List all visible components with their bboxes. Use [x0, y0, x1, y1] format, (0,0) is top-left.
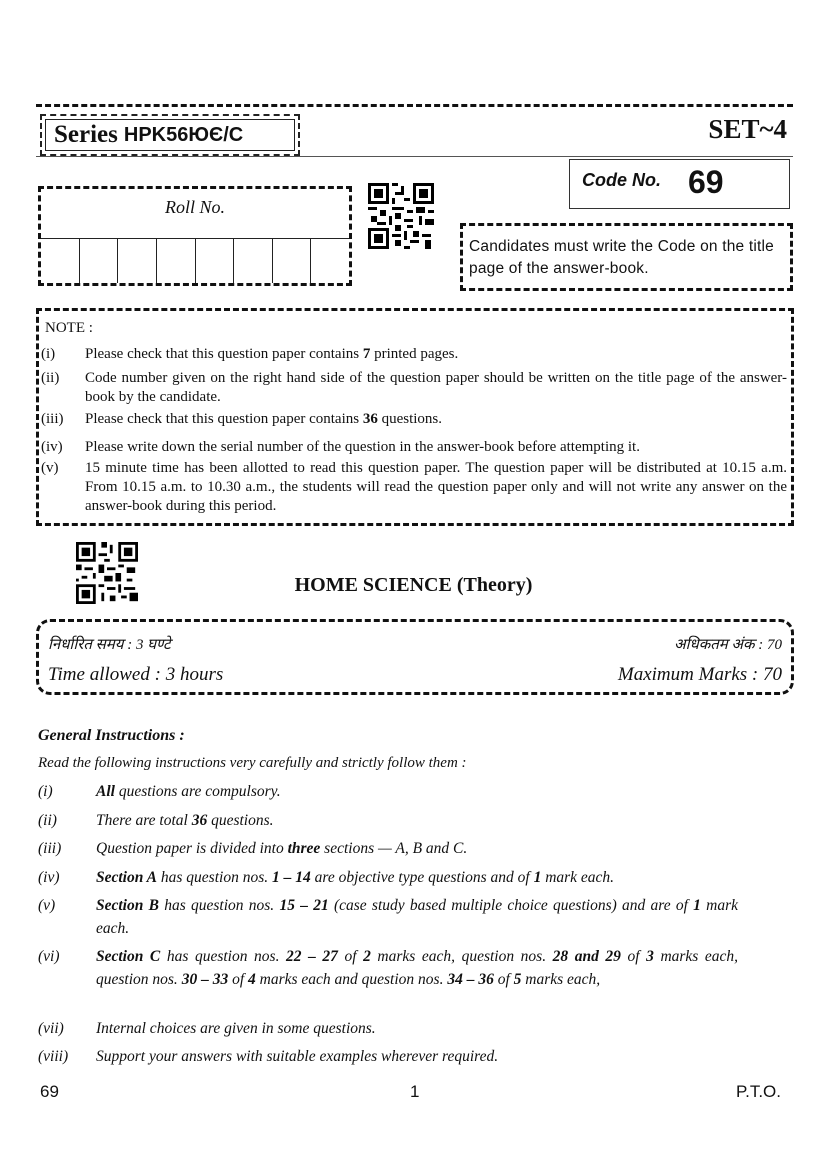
instruction-text: Support your answers with suitable examples wherever required.: [96, 1048, 499, 1065]
roll-cell[interactable]: [118, 239, 157, 283]
instruction-number: (i): [38, 783, 53, 800]
roll-label: Roll No.: [164, 197, 225, 217]
note-item-text: Please write down the serial number of the question in the answer-book before attempting it.: [85, 439, 640, 455]
candidate-note: Candidates must write the Code on the title page of the answer-book.: [469, 238, 774, 277]
general-instructions-intro: Read the following instructions very carefully and strictly follow them :: [38, 755, 467, 771]
code-label: Code No.: [582, 170, 661, 190]
instruction-number: (vii): [38, 1020, 64, 1037]
instruction-text: Question paper is divided into three sections — A, B and C.: [96, 840, 468, 857]
page-number: 1: [410, 1082, 420, 1101]
roll-cell[interactable]: [41, 239, 80, 283]
header-underline: [36, 156, 793, 157]
note-item-text: Code number given on the right hand side of the question paper should be written on the title page of the answer-book by the candidate.: [85, 370, 787, 405]
candidate-note-box: [460, 223, 793, 291]
instruction-number: (iv): [38, 869, 60, 886]
qr-code-icon: [368, 183, 434, 249]
footer-code: 69: [40, 1082, 59, 1101]
set-number: SET~4: [708, 114, 787, 144]
hindi-maximum-marks: अधिकतम अंक : 70: [674, 637, 782, 653]
instruction-text: Section B has question nos. 15 – 21 (case study based multiple choice questions) and are of 1 mark each.: [96, 897, 739, 937]
pto-label: P.T.O.: [735, 1082, 781, 1101]
note-title: NOTE :: [45, 320, 93, 336]
roll-number-box: [38, 186, 352, 286]
roll-cell[interactable]: [311, 239, 349, 283]
hindi-time-allowed: निर्धारित समय : 3 घण्टे: [48, 637, 171, 653]
roll-cell[interactable]: [273, 239, 312, 283]
note-item-number: (iii): [41, 411, 64, 427]
note-item-number: (ii): [41, 370, 60, 386]
note-box: [36, 308, 794, 526]
subject-title: HOME SCIENCE (Theory): [294, 574, 533, 596]
time-marks-box: [36, 619, 794, 695]
instruction-text: Section A has question nos. 1 – 14 are objective type questions and of 1 mark each.: [96, 869, 615, 886]
series-code: HPK56ЮЄ/C: [123, 123, 244, 146]
note-item-text: Please check that this question paper contains 7 printed pages.: [85, 346, 459, 362]
note-item-number: (i): [41, 346, 56, 362]
series-box: [40, 114, 300, 156]
instruction-number: (viii): [38, 1048, 69, 1065]
instruction-number: (v): [38, 897, 56, 914]
instruction-number: (ii): [38, 812, 57, 829]
note-item-number: (v): [41, 460, 59, 476]
instruction-number: (vi): [38, 948, 60, 965]
instruction-text: Internal choices are given in some questions.: [96, 1020, 376, 1037]
instruction-text: There are total 36 questions.: [96, 812, 274, 829]
top-divider: [36, 104, 793, 107]
roll-cell[interactable]: [157, 239, 196, 283]
note-item-text: Please check that this question paper contains 36 questions.: [85, 411, 443, 427]
roll-cell[interactable]: [196, 239, 235, 283]
roll-cell[interactable]: [80, 239, 119, 283]
general-instructions-title: General Instructions :: [38, 727, 185, 744]
instruction-text: All questions are compulsory.: [96, 783, 281, 800]
time-allowed: Time allowed : 3 hours: [48, 664, 224, 685]
series-label: Series: [54, 121, 118, 148]
note-item-text: 15 minute time has been allotted to read this question paper. The question paper will be distributed at 10.15 a.m. From 10.15 a.m. to 10.30 a.m., the students will read the question paper only and will not write any answer on the answer-book during this period.: [85, 460, 787, 514]
roll-cell[interactable]: [234, 239, 273, 283]
maximum-marks: Maximum Marks : 70: [617, 664, 782, 685]
code-box: [569, 159, 790, 209]
code-value: 69: [688, 164, 724, 200]
roll-cells: [41, 238, 349, 283]
instruction-number: (iii): [38, 840, 62, 857]
note-item-number: (iv): [41, 439, 63, 455]
instruction-text: Section C has question nos. 22 – 27 of 2 marks each, question nos. 28 and 29 of 3 marks each, question nos. 30 – 33 of 4 marks each and question nos. 34 – 36 of 5 marks each,: [96, 948, 739, 988]
